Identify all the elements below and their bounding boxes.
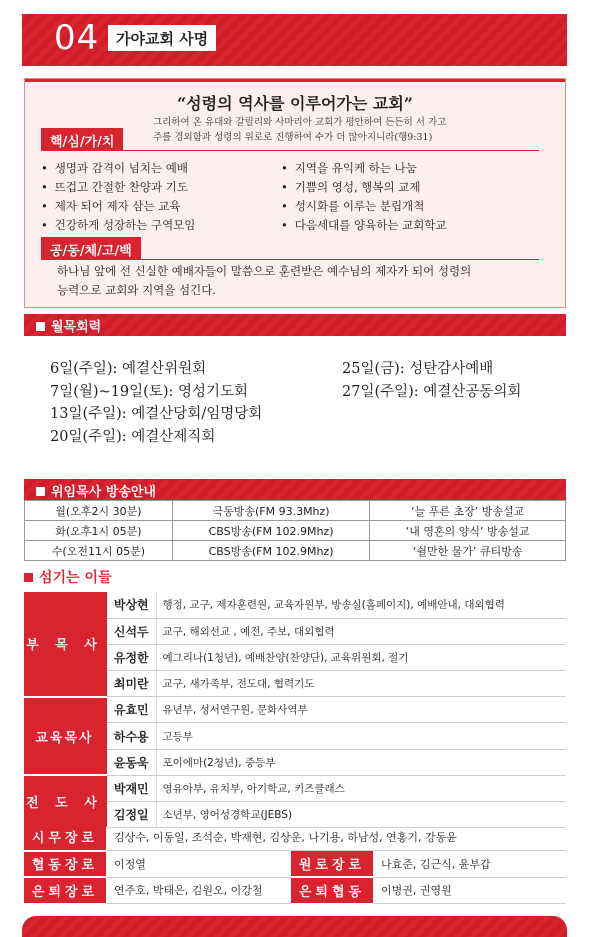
table-row xyxy=(24,775,566,801)
list-item: • 제자 되어 제자 삼는 교육 xyxy=(41,197,195,216)
staff-name: 박상현 xyxy=(106,592,156,618)
staff-name: 하수용 xyxy=(106,723,156,749)
verse-line: 주를 경외함과 성령의 위로로 진행하여 수가 더 많아지니라(행9:31) xyxy=(153,132,433,143)
square-bullet-icon xyxy=(24,573,33,582)
staff-duty: 유년부, 성서연구원, 문화사역부 xyxy=(156,697,566,723)
monthly-heading-bar xyxy=(24,314,566,336)
table-row xyxy=(24,697,566,723)
role-label: 부 목 사 xyxy=(24,592,106,697)
confession-line: 하나님 앞에 선 신실한 예배자들이 말씀으로 훈련받은 예수님의 제자가 되어 성령의 xyxy=(57,264,472,278)
broadcast-station: CBS방송(FM 102.9Mhz) xyxy=(172,521,370,541)
event-item: 27일(주일): 예결산공동의회 xyxy=(342,383,522,400)
staff-duty: 교구, 새가족부, 전도대, 협력기도 xyxy=(156,671,566,697)
elders-label: 원로장로 xyxy=(291,851,373,878)
confession-line: 능력으로 교회와 지역을 섬긴다. xyxy=(57,283,217,297)
staff-duty: 행정, 교구, 제자훈련원, 교육자원부, 방송실(홈페이지), 예배안내, 대외협력 xyxy=(156,592,566,618)
staff-name: 윤동욱 xyxy=(106,749,156,775)
event-item: 25일(금): 성탄감사예배 xyxy=(342,361,494,377)
square-bullet-icon xyxy=(36,322,45,331)
verse-line: 그리하여 온 유대와 갈릴리와 사마리아 교회가 평안하여 든든히 서 가고 xyxy=(153,117,447,128)
church-motto: “성령의 역사를 이루어가는 교회” xyxy=(176,94,414,113)
list-item: • 생명과 감격이 넘치는 예배 xyxy=(41,159,195,178)
monthly-heading: 월목회력 xyxy=(51,320,102,335)
elders-names: 김상수, 이동일, 조석순, 박재현, 김상운, 나기용, 하남성, 연홍기, 강동윤 xyxy=(106,824,566,851)
elders-names: 이정열 xyxy=(106,851,291,878)
role-label: 교육목사 xyxy=(24,697,106,776)
vision-box xyxy=(24,78,566,308)
broadcast-time: 화(오후1시 05분) xyxy=(25,521,173,541)
broadcast-table xyxy=(24,500,566,561)
elders-names: 연주호, 박태은, 김원오, 이강철 xyxy=(106,877,291,904)
elders-table xyxy=(24,824,566,905)
staff-duty: 포이에마(2청년), 중등부 xyxy=(156,749,566,775)
staff-name: 김정일 xyxy=(106,802,156,828)
list-item: • 뜨겁고 간절한 찬양과 기도 xyxy=(41,178,195,197)
staff-name: 박재민 xyxy=(106,775,156,801)
event-item: 13일(주일): 예결산당회/임명당회 xyxy=(50,406,263,422)
header-banner xyxy=(22,14,567,66)
table-row xyxy=(24,749,566,775)
footer-banner xyxy=(22,916,567,937)
staff-duty: 소년부, 영어성경학교(JEBS) xyxy=(156,802,566,828)
elders-label: 시무장로 xyxy=(24,824,106,851)
staff-table xyxy=(24,592,566,829)
list-item: • 성시화를 이루는 분립개척 xyxy=(281,197,447,216)
core-values-label: 핵/심/가/치 xyxy=(41,128,123,150)
core-values-rule xyxy=(41,150,539,151)
event-item: 6일(주일): 예결산위원회 xyxy=(50,361,207,377)
table-row xyxy=(24,877,566,904)
staff-name: 신석두 xyxy=(106,618,156,644)
elders-names: 이병권, 권영원 xyxy=(373,877,566,904)
monthly-events-left xyxy=(50,358,262,448)
broadcast-time: 수(오전11시 05분) xyxy=(25,541,173,561)
list-item: • 다음세대를 양육하는 교회학교 xyxy=(281,216,447,235)
role-label: 전 도 사 xyxy=(24,775,106,827)
square-bullet-icon xyxy=(36,487,45,496)
broadcast-program: ‘늘 푸른 초장’ 방송설교 xyxy=(370,501,566,521)
list-item: • 건강하게 성장하는 구역모임 xyxy=(41,216,195,235)
core-values-left xyxy=(41,159,195,235)
staff-duty: 고등부 xyxy=(156,723,566,749)
elders-label: 협동장로 xyxy=(24,851,106,878)
monthly-events-right xyxy=(342,358,521,403)
table-row xyxy=(25,521,566,541)
elders-label: 은퇴장로 xyxy=(24,877,106,904)
section-title: 가야교회 사명 xyxy=(108,25,216,51)
staff-heading xyxy=(24,567,112,587)
broadcast-station: CBS방송(FM 102.9Mhz) xyxy=(172,541,370,561)
broadcast-station: 극동방송(FM 93.3Mhz) xyxy=(172,501,370,521)
staff-name: 유정한 xyxy=(106,644,156,670)
staff-heading-text: 섬기는 이들 xyxy=(39,570,112,586)
table-row xyxy=(24,723,566,749)
staff-duty: 교구, 해외선교 , 예전, 주보, 대외협력 xyxy=(156,618,566,644)
staff-duty: 영유아부, 유치부, 아기학교, 키즈클래스 xyxy=(156,775,566,801)
table-row xyxy=(24,618,566,644)
table-row xyxy=(25,541,566,561)
broadcast-time: 월(오후2시 30분) xyxy=(25,501,173,521)
staff-name: 최미란 xyxy=(106,671,156,697)
confession-rule xyxy=(41,259,539,260)
table-row xyxy=(24,824,566,851)
vision-top-rule xyxy=(25,79,565,82)
list-item: • 기쁨의 영성, 행복의 교제 xyxy=(281,178,447,197)
table-row xyxy=(24,671,566,697)
event-item: 20일(주일): 예결산제직회 xyxy=(50,428,216,445)
elders-label: 은퇴협동 xyxy=(291,877,373,904)
list-item: • 지역을 유익케 하는 나눔 xyxy=(281,159,447,178)
table-row xyxy=(25,501,566,521)
staff-duty: 예그리나(1청년), 예배찬양(찬양단), 교육위원회, 절기 xyxy=(156,644,566,670)
section-number: 04 xyxy=(54,18,100,58)
table-row xyxy=(24,851,566,878)
community-confession xyxy=(57,262,547,300)
broadcast-program: ‘쉴만한 물가’ 큐티방송 xyxy=(370,541,566,561)
table-row xyxy=(24,644,566,670)
broadcast-heading-bar xyxy=(24,479,566,501)
staff-name: 유효민 xyxy=(106,697,156,723)
event-item: 7일(월)~19일(토): 영성기도회 xyxy=(50,383,249,400)
elders-names: 나효준, 김근식, 윤부갑 xyxy=(373,851,566,878)
confession-label: 공/동/체/고/백 xyxy=(41,237,141,259)
broadcast-program: ‘내 영혼의 양식’ 방송설교 xyxy=(370,521,566,541)
bible-verse xyxy=(153,115,558,145)
table-row xyxy=(24,592,566,618)
broadcast-heading: 위임목사 방송안내 xyxy=(51,485,156,500)
core-values-right xyxy=(281,159,447,235)
